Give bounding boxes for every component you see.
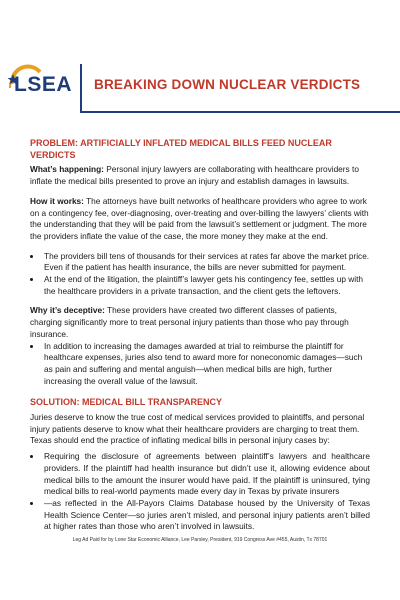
whats-happening-label: What’s happening: [30,164,104,175]
whats-happening-text: Personal injury lawyers are collaborating with healthcare providers to inflate the medical bills presented to prove an injury and establish damages in lawsuits. [30,164,359,187]
list-item: • In addition to increasing the damages awarded at trial to reimburse the plaintiff for healthcare expenses, juries also tend to award more for noneconomic damages—such as pain and suffering and mental anguish—when medical bills are high, further increasing the overall value of the lawsuit. [42,341,370,388]
main-content [30,138,370,541]
problem-heading: PROBLEM: ARTIFICIALLY INFLATED MEDICAL BILLS FEED NUCLEAR VERDICTS [30,138,332,160]
logo-wordmark: LSEA [14,73,73,96]
page-header [0,0,400,128]
why-deceptive-paragraph [30,305,370,340]
why-bullet-list [30,341,370,388]
list-item: • Requiring the disclosure of agreements between plaintiff’s lawyers and healthcare providers. If the plaintiff had health insurance but didn’t use it, allowing evidence about medical bills to the amount the insurer would have paid. If the plaintiff is uninsured, tying medical bills to real-world payments made every day in Texas by private insurers [42,451,370,498]
why-deceptive-text: These providers have created two different classes of patients, charging significantly more to treat personal injury patients than those who pay through insurance. [30,305,349,339]
problem-bullet-list [30,251,370,298]
how-it-works-paragraph [30,196,370,243]
list-item: • The providers bill tens of thousands for their services at rates far above the market price. Even if the patient has health insurance, the bills are never submitted for payment. [42,251,370,274]
how-it-works-text: The attorneys have built networks of healthcare providers who agree to work on a contingency fee, over-diagnosing, over-treating and over-billing the lawyers’ clients with the understanding that they will be paid from the lawsuit’s settlement or judgment. The more the providers inflate the value of the case, the more money they make at the end. [30,195,369,241]
why-deceptive-label: Why it’s deceptive: [30,305,105,316]
page-title: BREAKING DOWN NUCLEAR VERDICTS [94,77,361,92]
footer-disclaimer: Leg Ad Paid for by Lone Star Economic Alliance, Lee Parsley, President, 919 Congress Ave #455, Austin, Tx 78701 [72,537,328,543]
solution-intro: Juries deserve to know the true cost of medical services provided to plaintiffs, and personal injury patients deserve to know what their healthcare providers are charging to treat them. Texas should end the practice of inflating medical bills in personal injury cases by: [30,412,365,446]
whats-happening-paragraph [30,164,370,187]
list-item: • At the end of the litigation, the plaintiff’s lawyer gets his contingency fee, settles up with the healthcare providers in a private transaction, and the client gets the leftovers. [42,274,370,297]
solution-heading: SOLUTION: MEDICAL BILL TRANSPARENCY [30,397,223,408]
header-divider-vertical [80,64,82,112]
solution-bullet-list [30,451,370,533]
header-divider-horizontal [80,111,400,113]
list-item: • —as reflected in the All-Payors Claims Database housed by the University of Texas Health Science Center—so juries aren’t misled, and personal injury patients aren’t billed at higher rates than those who aren’t involved in lawsuits. [42,498,370,533]
how-it-works-label: How it works: [30,195,84,206]
